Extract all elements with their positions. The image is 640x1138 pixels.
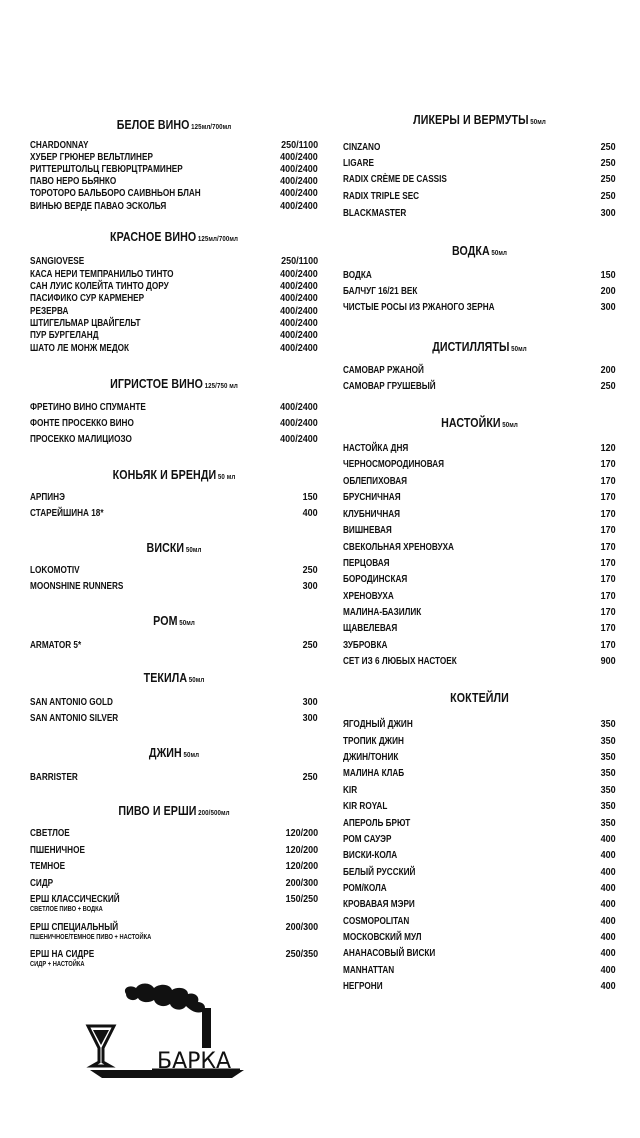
menu-item-price: 400/2400 (280, 269, 318, 280)
menu-item (343, 459, 616, 472)
menu-item-name: ШАТО ЛЕ МОНЖ МЕДОК (30, 343, 130, 354)
section-title (368, 339, 592, 354)
menu-item-price: 250 (302, 565, 318, 576)
menu-item-name: САМОВАР ГРУШЕВЫЙ (343, 381, 436, 392)
menu-item-name: АНАНАСОВЫЙ ВИСКИ (343, 948, 436, 959)
menu-item (30, 713, 318, 726)
section-unit: 50 мл (217, 472, 236, 481)
menu-item-name: ВИНЬЮ ВЕРДЕ ПАВАО ЭСКОЛЬЯ (30, 201, 167, 212)
menu-item-name: ДЖИН/ТОНИК (343, 752, 399, 763)
menu-item (343, 191, 616, 204)
menu-item-name: НЕГРОНИ (343, 981, 383, 992)
menu-item-name: KIR ROYAL (343, 801, 388, 812)
section-unit: 50мл (491, 248, 508, 257)
menu-item-price: 300 (302, 713, 318, 724)
menu-item (30, 581, 318, 594)
menu-item (343, 850, 616, 863)
menu-item (343, 785, 616, 798)
menu-item-price: 120/200 (285, 845, 318, 856)
menu-item (343, 443, 616, 456)
menu-item-price: 150 (302, 492, 318, 503)
menu-item-price: 900 (600, 656, 616, 667)
menu-item-price: 250 (600, 174, 616, 185)
section-title-text: КОНЬЯК И БРЕНДИ (112, 467, 217, 482)
section-unit: 50мл (502, 420, 518, 429)
section-title (368, 690, 592, 705)
menu-item (343, 818, 616, 831)
menu-item-price: 400 (600, 850, 616, 861)
menu-item-price: 250/350 (285, 949, 318, 960)
menu-item (343, 286, 616, 299)
section-title-text: БЕЛОЕ ВИНО (116, 117, 190, 132)
menu-item-name: LIGARE (343, 158, 374, 169)
menu-item-price: 170 (600, 591, 616, 602)
menu-item (343, 142, 616, 155)
menu-item-name: COSMOPOLITAN (343, 916, 410, 927)
menu-item (343, 656, 616, 669)
menu-item (30, 402, 318, 415)
section-title (56, 467, 292, 482)
menu-item (343, 768, 616, 781)
menu-item (30, 861, 318, 874)
menu-item-name: КЛУБНИЧНАЯ (343, 509, 401, 520)
menu-item-price: 400 (600, 932, 616, 943)
menu-item-price: 170 (600, 607, 616, 618)
menu-item (343, 623, 616, 636)
menu-item-price: 400/2400 (280, 188, 318, 199)
menu-item-name: ЧЕРНОСМОРОДИНОВАЯ (343, 459, 445, 470)
barka-logo (82, 978, 252, 1080)
menu-item-name: ПШЕНИЧНОЕ (30, 845, 85, 856)
section-title-text: КРАСНОЕ ВИНО (110, 229, 197, 244)
section-title (56, 117, 292, 132)
menu-item-price: 400/2400 (280, 306, 318, 317)
section-title (56, 540, 292, 555)
menu-item-name: БОРОДИНСКАЯ (343, 574, 408, 585)
logo-text: БАРКА (157, 1049, 232, 1074)
menu-item (30, 845, 318, 858)
menu-item-name: ПУР БУРГЕЛАНД (30, 330, 99, 341)
menu-item-price: 150 (600, 270, 616, 281)
menu-item-name: ФОНТЕ ПРОСЕККО ВИНО (30, 418, 134, 429)
menu-item-name: ЯГОДНЫЙ ДЖИН (343, 719, 413, 730)
menu-item-price: 120 (600, 443, 616, 454)
section-unit: 125мл/700мл (197, 234, 238, 243)
menu-item-price: 250 (302, 772, 318, 783)
menu-item-price: 250/1100 (280, 140, 318, 151)
menu-item-name: ШТИГЕЛЬМАР ЦВАЙГЕЛЬТ (30, 318, 141, 329)
menu-item-price: 170 (600, 509, 616, 520)
menu-item (343, 509, 616, 522)
menu-item-price: 170 (600, 623, 616, 634)
menu-item-price: 250 (600, 158, 616, 169)
menu-item-name: АРПИНЭ (30, 492, 65, 503)
menu-item (343, 834, 616, 847)
menu-item-name: СЕТ ИЗ 6 ЛЮБЫХ НАСТОЕК (343, 656, 457, 667)
menu-item-name: ТЕМНОЕ (30, 861, 66, 872)
section-title-text: ВОДКА (451, 243, 490, 258)
menu-item-name: SAN ANTONIO SILVER (30, 713, 119, 724)
menu-item (30, 418, 318, 431)
menu-item-price: 400 (302, 508, 318, 519)
section-title (56, 670, 292, 685)
menu-item-name: RADIX CRÈME DE CASSIS (343, 174, 447, 185)
menu-item (343, 270, 616, 283)
menu-item-name: ОБЛЕПИХОВАЯ (343, 476, 408, 487)
menu-item-price: 170 (600, 574, 616, 585)
menu-item-price: 150/250 (285, 894, 318, 905)
menu-item-name: ЕРШ СПЕЦИАЛЬНЫЙ (30, 922, 119, 933)
menu-item-name: ПЕРЦОВАЯ (343, 558, 390, 569)
menu-item (30, 640, 318, 653)
menu-item-name: БЕЛЫЙ РУССКИЙ (343, 867, 416, 878)
menu-item (343, 558, 616, 571)
menu-item-name: АПЕРОЛЬ БРЮТ (343, 818, 411, 829)
menu-item-name: МАЛИНА-БАЗИЛИК (343, 607, 422, 618)
section-unit: 50мл (188, 675, 205, 684)
menu-item (30, 256, 318, 269)
menu-item-price: 400 (600, 899, 616, 910)
menu-item-name: ХРЕНОВУХА (343, 591, 394, 602)
menu-item-name: ФРЕТИНО ВИНО СПУМАНТЕ (30, 402, 146, 413)
menu-item (343, 302, 616, 315)
section-title-text: КОКТЕЙЛИ (450, 690, 509, 705)
menu-item-price: 250/1100 (280, 256, 318, 267)
menu-item-price: 170 (600, 476, 616, 487)
menu-item (343, 867, 616, 880)
section-unit: 50мл (511, 344, 527, 353)
menu-item (30, 201, 318, 214)
menu-item-name: МАЛИНА КЛАБ (343, 768, 405, 779)
menu-item-name: CHARDONNAY (30, 140, 89, 151)
section-title-text: РОМ (153, 613, 178, 628)
section-title (56, 745, 292, 760)
menu-item-note: СИДР + НАСТОЙКА (30, 961, 85, 968)
menu-item-name: ЩАВЕЛЕВАЯ (343, 623, 398, 634)
menu-item-name: ПРОСЕККО МАЛИЦИОЗО (30, 434, 132, 445)
menu-item-price: 400 (600, 867, 616, 878)
menu-item-name: ЕРШ КЛАССИЧЕСКИЙ (30, 894, 120, 905)
menu-item-price: 200 (600, 286, 616, 297)
menu-item-name: СВЕКОЛЬНАЯ ХРЕНОВУХА (343, 542, 454, 553)
menu-item-name: BLACKMASTER (343, 208, 407, 219)
section-title (56, 376, 292, 391)
menu-item-price: 170 (600, 525, 616, 536)
menu-item-price: 400/2400 (280, 176, 318, 187)
menu-item-price: 400/2400 (280, 318, 318, 329)
menu-item-name: СВЕТЛОЕ (30, 828, 70, 839)
menu-item-price: 300 (302, 697, 318, 708)
menu-item (30, 188, 318, 201)
menu-item-name: НАСТОЙКА ДНЯ (343, 443, 409, 454)
menu-item-name: ЧИСТЫЕ РОСЫ ИЗ РЖАНОГО ЗЕРНА (343, 302, 495, 313)
menu-item-price: 400/2400 (280, 434, 318, 445)
menu-item-price: 400/2400 (280, 293, 318, 304)
menu-item-price: 250 (600, 191, 616, 202)
menu-item-price: 170 (600, 459, 616, 470)
menu-item (30, 565, 318, 578)
menu-item-name: ТОРОТОРО БАЛЬБОРО САИВНЬОН БЛАН (30, 188, 201, 199)
menu-item-price: 250 (302, 640, 318, 651)
menu-item-name: ВИШНЕВАЯ (343, 525, 392, 536)
menu-item-name: ПАВО НЕРО БЬЯНКО (30, 176, 117, 187)
menu-item (30, 434, 318, 447)
section-unit: 200/500мл (198, 808, 230, 817)
menu-item-price: 200/300 (285, 878, 318, 889)
menu-item-price: 300 (302, 581, 318, 592)
menu-item-price: 350 (600, 768, 616, 779)
menu-item (343, 640, 616, 653)
menu-item-price: 170 (600, 542, 616, 553)
menu-item (343, 174, 616, 187)
section-title-text: НАСТОЙКИ (441, 415, 501, 430)
section-title-text: ВИСКИ (146, 540, 185, 555)
menu-item-name: CINZANO (343, 142, 381, 153)
menu-item-name: РОМ/КОЛА (343, 883, 387, 894)
menu-item-price: 170 (600, 558, 616, 569)
menu-item (343, 965, 616, 978)
menu-item-name: МОСКОВСКИЙ МУЛ (343, 932, 422, 943)
menu-item (343, 158, 616, 171)
menu-item-price: 400/2400 (280, 281, 318, 292)
menu-item (343, 492, 616, 505)
menu-item-name: ХУБЕР ГРЮНЕР ВЕЛЬТЛИНЕР (30, 152, 153, 163)
menu-item (343, 525, 616, 538)
section-unit: 50мл (185, 545, 202, 554)
menu-item-name: СТАРЕЙШИНА 18* (30, 508, 104, 519)
menu-item-price: 350 (600, 801, 616, 812)
section-title (56, 229, 292, 244)
menu-item (30, 508, 318, 521)
menu-item-name: ВИСКИ-КОЛА (343, 850, 398, 861)
menu-item (343, 948, 616, 961)
menu-item-name: РОМ САУЭР (343, 834, 392, 845)
menu-item (343, 365, 616, 378)
menu-item-price: 350 (600, 818, 616, 829)
menu-item (343, 801, 616, 814)
menu-item-name: SANGIOVESE (30, 256, 85, 267)
menu-item (343, 916, 616, 929)
menu-item-price: 200 (600, 365, 616, 376)
section-title-text: ЛИКЕРЫ И ВЕРМУТЫ (413, 112, 529, 127)
section-title (56, 803, 292, 818)
menu-item-price: 300 (600, 208, 616, 219)
menu-item-price: 250 (600, 381, 616, 392)
menu-item (30, 492, 318, 505)
menu-item-price: 400 (600, 883, 616, 894)
menu-item (343, 591, 616, 604)
section-title-text: ИГРИСТОЕ ВИНО (110, 376, 204, 391)
menu-item-price: 400/2400 (280, 201, 318, 212)
menu-item-price: 400 (600, 834, 616, 845)
menu-item-price: 400/2400 (280, 343, 318, 354)
menu-item-price: 120/200 (285, 861, 318, 872)
menu-item-price: 400 (600, 948, 616, 959)
menu-item-name: ЗУБРОВКА (343, 640, 388, 651)
menu-item-price: 400/2400 (280, 418, 318, 429)
menu-item (30, 878, 318, 891)
menu-item (343, 208, 616, 221)
menu-item (30, 293, 318, 306)
menu-item-price: 300 (600, 302, 616, 313)
menu-item-name: КРОВАВАЯ МЭРИ (343, 899, 415, 910)
section-title-text: ДЖИН (148, 745, 182, 760)
section-title-text: ПИВО И ЕРШИ (118, 803, 197, 818)
section-title-text: ТЕКИЛА (143, 670, 188, 685)
menu-item (343, 932, 616, 945)
menu-item-name: KIR (343, 785, 358, 796)
menu-item-price: 250 (600, 142, 616, 153)
menu-item (343, 381, 616, 394)
menu-item-name: BARRISTER (30, 772, 78, 783)
section-unit: 50мл (179, 618, 195, 627)
menu-item-name: MOONSHINE RUNNERS (30, 581, 124, 592)
menu-item-price: 350 (600, 719, 616, 730)
menu-item (343, 736, 616, 749)
menu-item-name: БРУСНИЧНАЯ (343, 492, 401, 503)
menu-item-price: 170 (600, 492, 616, 503)
menu-item-name: САМОВАР РЖАНОЙ (343, 365, 424, 376)
menu-item-name: ВОДКА (343, 270, 372, 281)
menu-item (343, 752, 616, 765)
menu-item (343, 607, 616, 620)
menu-item-name: ARMATOR 5* (30, 640, 82, 651)
menu-item-price: 400/2400 (280, 330, 318, 341)
section-title-text: ДИСТИЛЛЯТЫ (432, 339, 510, 354)
menu-item-price: 400/2400 (280, 164, 318, 175)
menu-item-name: КАСА НЕРИ ТЕМПРАНИЛЬО ТИНТО (30, 269, 174, 280)
menu-item-name: RADIX TRIPLE SEC (343, 191, 420, 202)
menu-item (343, 476, 616, 489)
menu-item-name: САН ЛУИС КОЛЕЙТА ТИНТО ДОРУ (30, 281, 169, 292)
menu-item-price: 120/200 (285, 828, 318, 839)
menu-item-name: ПАСИФИКО СУР КАРМЕНЕР (30, 293, 145, 304)
section-unit: 125/750 мл (204, 381, 238, 390)
menu-item (30, 828, 318, 841)
menu-item-price: 400 (600, 916, 616, 927)
menu-item-price: 400 (600, 981, 616, 992)
menu-item (343, 719, 616, 732)
section-unit: 50мл (183, 750, 200, 759)
menu-item (343, 899, 616, 912)
section-title (56, 613, 292, 628)
menu-item-name: СИДР (30, 878, 54, 889)
menu-item-name: ЕРШ НА СИДРЕ (30, 949, 95, 960)
menu-item-name: LOKOMOTIV (30, 565, 80, 576)
menu-item (30, 330, 318, 343)
menu-item-name: SAN ANTONIO GOLD (30, 697, 113, 708)
menu-item (30, 697, 318, 710)
menu-item-name: БАЛЧУГ 16/21 ВЕК (343, 286, 418, 297)
section-unit: 125мл/700мл (191, 122, 232, 131)
menu-item-name: ТРОПИК ДЖИН (343, 736, 404, 747)
menu-item (343, 981, 616, 994)
menu-item-name: РИТТЕРШТОЛЬЦ ГЕВЮРЦТРАМИНЕР (30, 164, 183, 175)
menu-item-name: РЕЗЕРВА (30, 306, 69, 317)
menu-item-price: 350 (600, 736, 616, 747)
menu-item-price: 350 (600, 752, 616, 763)
menu-item-note: ПШЕНИЧНОЕ/ТЕМНОЕ ПИВО + НАСТОЙКА (30, 934, 152, 941)
section-title (368, 243, 592, 258)
menu-item-price: 400/2400 (280, 152, 318, 163)
menu-item (343, 883, 616, 896)
menu-item-price: 200/300 (285, 922, 318, 933)
menu-item-note: СВЕТЛОЕ ПИВО + ВОДКА (30, 906, 103, 913)
menu-item-price: 170 (600, 640, 616, 651)
menu-item (343, 542, 616, 555)
menu-item-price: 400/2400 (280, 402, 318, 413)
menu-item-price: 400 (600, 965, 616, 976)
menu-item-price: 350 (600, 785, 616, 796)
menu-item (30, 343, 318, 356)
menu-item (30, 772, 318, 785)
section-title (368, 415, 592, 430)
section-title (368, 112, 592, 127)
menu-item (343, 574, 616, 587)
menu-item-name: MANHATTAN (343, 965, 395, 976)
section-unit: 50мл (530, 117, 546, 126)
